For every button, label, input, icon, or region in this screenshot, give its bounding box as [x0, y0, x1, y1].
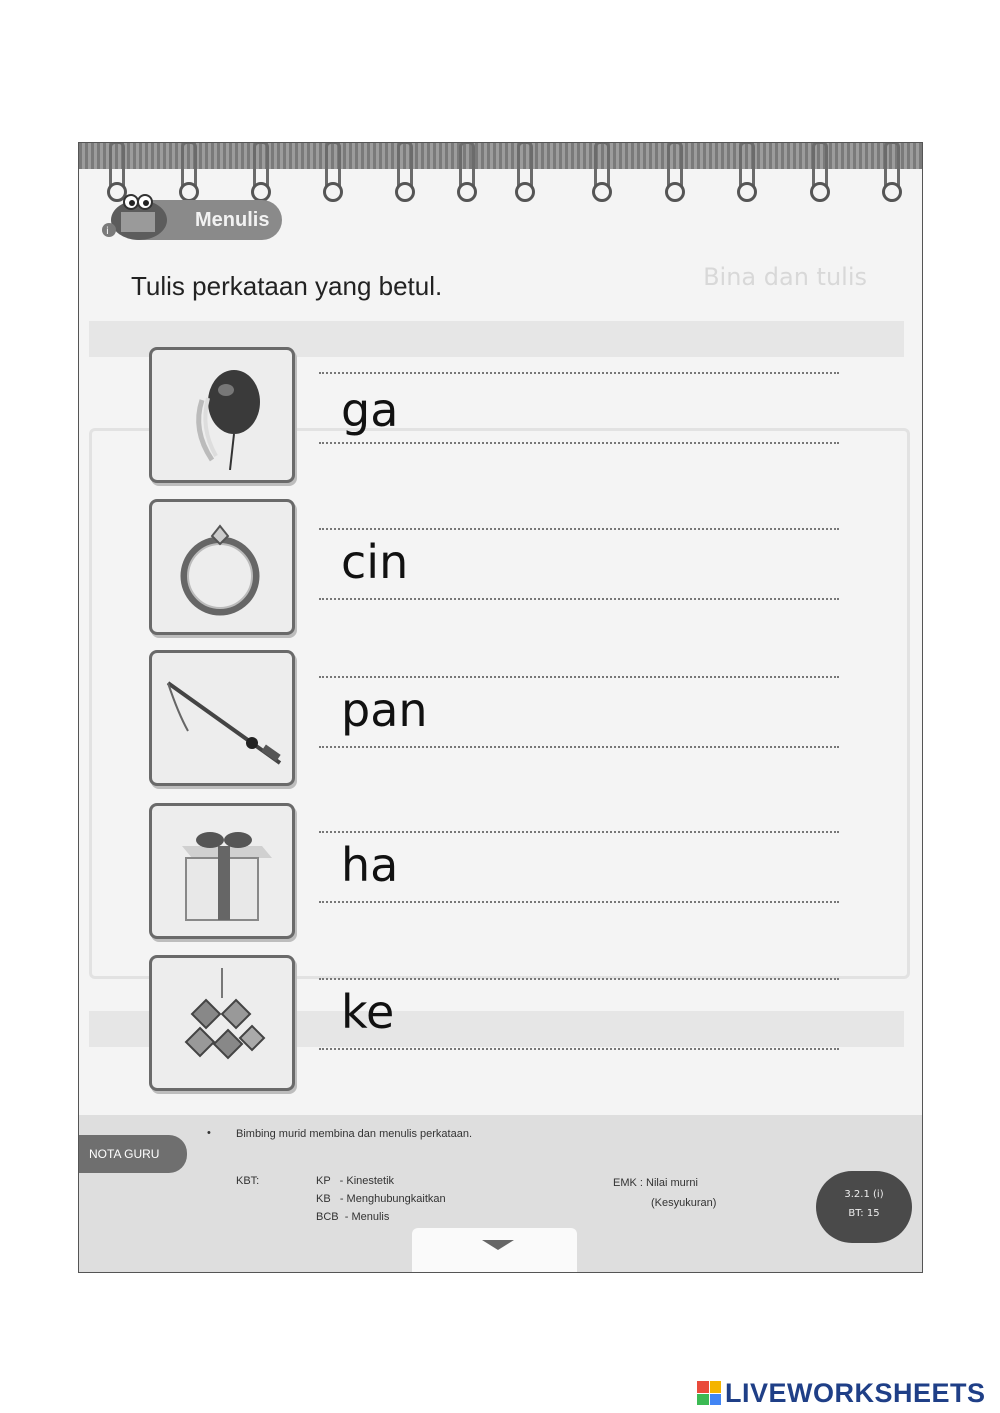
pencil-mascot-icon [101, 188, 171, 246]
binding-ring [109, 142, 125, 192]
ketupat-icon [162, 968, 282, 1078]
badge-code: 3.2.1 (i) [844, 1189, 884, 1200]
balloon-icon [162, 360, 282, 470]
writing-line[interactable] [319, 1048, 839, 1050]
binding-ring [181, 142, 197, 192]
fishing-rod-icon [162, 663, 282, 773]
brand-name: LIVEWORKSHEETS [725, 1377, 986, 1408]
writing-line [319, 676, 839, 678]
standard-badge [816, 1171, 912, 1243]
binding-ring [253, 142, 269, 192]
binding-ring [517, 142, 533, 192]
section-tag-label: Menulis [117, 200, 282, 240]
kbt-item: BCB - Menulis [316, 1211, 390, 1223]
teacher-note-text: Bimbing murid membina dan menulis perkataan. [236, 1128, 473, 1140]
binding-ring [739, 142, 755, 192]
liveworksheets-brand[interactable] [697, 1376, 986, 1410]
ghost-heading: Bina dan tulis [703, 263, 867, 291]
kbt-item: KB - Menghubungkaitkan [316, 1193, 446, 1205]
nota-guru-label: NOTA GURU [79, 1135, 187, 1173]
spiral-binding [79, 143, 922, 169]
syllable-prompt: ga [341, 383, 399, 437]
instruction-text: Tulis perkataan yang betul. [131, 271, 443, 301]
picture-frame [149, 499, 295, 635]
svg-text:i: i [106, 226, 109, 237]
syllable-prompt: cin [341, 535, 409, 589]
writing-line[interactable] [319, 901, 839, 903]
binding-ring [594, 142, 610, 192]
kbt-label: KBT: [236, 1175, 260, 1187]
syllable-prompt: ke [341, 985, 395, 1039]
binding-ring [397, 142, 413, 192]
worksheet-page [78, 142, 923, 1273]
writing-line [319, 831, 839, 833]
binding-ring [325, 142, 341, 192]
picture-frame [149, 347, 295, 483]
writing-line[interactable] [319, 598, 839, 600]
emk-label: EMK : Nilai murni [613, 1177, 698, 1189]
kbt-item: KP - Kinestetik [316, 1175, 395, 1187]
section-tag [87, 188, 279, 248]
liveworksheets-logo-icon [697, 1381, 721, 1405]
gift-box-icon [162, 816, 282, 926]
emk-sub: (Kesyukuran) [651, 1197, 717, 1209]
ring-icon [162, 512, 282, 622]
picture-frame [149, 803, 295, 939]
writing-line[interactable] [319, 442, 839, 444]
picture-frame [149, 650, 295, 786]
page-flip-tab[interactable] [412, 1228, 577, 1272]
picture-frame [149, 955, 295, 1091]
bullet-icon: • [207, 1127, 211, 1139]
syllable-prompt: pan [341, 683, 428, 737]
binding-ring [667, 142, 683, 192]
syllable-prompt: ha [341, 838, 399, 892]
binding-ring [812, 142, 828, 192]
binding-ring [884, 142, 900, 192]
binding-ring [459, 142, 475, 192]
writing-line [319, 372, 839, 374]
writing-line[interactable] [319, 746, 839, 748]
writing-line [319, 978, 839, 980]
writing-line [319, 528, 839, 530]
badge-bt: BT: 15 [848, 1208, 880, 1219]
